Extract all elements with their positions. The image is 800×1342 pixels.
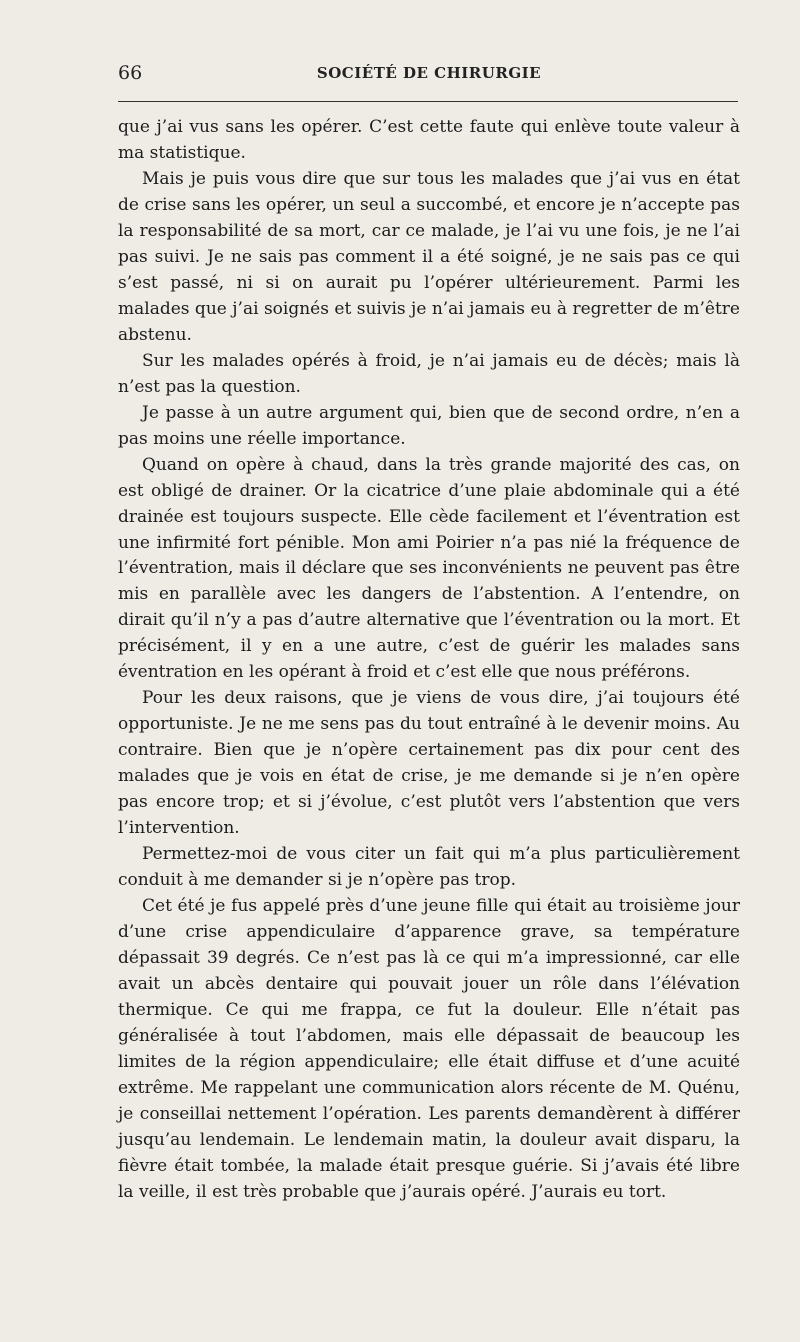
- paragraph: Je passe à un autre argument qui, bien que de second ordre, n’en a pas moins une réelle importance.: [118, 402, 740, 449]
- paragraph: que j’ai vus sans les opérer. C’est cette faute qui enlève toute valeur à ma statistique.: [118, 117, 740, 163]
- paragraph: Pour les deux raisons, que je viens de vous dire, j’ai toujours été opportuniste. Je ne me sens pas du tout entraîné à le devenir moins. Au contraire. Bien que je n’opère certainement pas dix pour cent des malades que je vois en état de crise, je me demande si je n’en opère pas encore trop; et si j’évolue, c’est plutôt vers l’abstention que vers l’intervention.: [118, 688, 740, 839]
- paragraph: Quand on opère à chaud, dans la très grande majorité des cas, on est obligé de drainer. Or la cicatrice d’une plaie abdominale qui a été drainée est toujours suspecte. Elle cède facilement et l’éventration est une infirmité fort pénible. Mon ami Poirier n’a pas nié la fréquence de l’éventration, mais il déclare que ses inconvénients ne peuvent pas être mis en parallèle avec les dangers de l’abstention. A l’entendre, on dirait qu’il n’y a pas d’autre alternative que l’éventration ou la mort. Et précisément, il y en a une autre, c’est de guérir les malades sans éventration en les opérant à froid et c’est elle que nous préférons.: [118, 454, 740, 683]
- header-rule: [118, 101, 738, 102]
- page-number: 66: [118, 62, 143, 84]
- page-header: [118, 62, 740, 90]
- paragraph: Permettez-moi de vous citer un fait qui m’a plus particulièrement conduit à me demander si je n’opère pas trop.: [118, 844, 740, 891]
- paragraph: Sur les malades opérés à froid, je n’ai jamais eu de décès; mais là n’est pas la question.: [118, 350, 740, 397]
- paragraph: Cet été je fus appelé près d’une jeune fille qui était au troisième jour d’une crise appendiculaire d’apparence grave, sa température dépassait 39 degrés. Ce n’est pas là ce qui m’a impressionné, car elle avait un abcès dentaire qui pouvait jouer un rôle dans l’élévation thermique. Ce qui me frappa, ce fut la douleur. Elle n’était pas généralisée à tout l’abdomen, mais elle dépassait de beaucoup les limites de la région appendiculaire; elle était diffuse et d’une acuité extrême. Me rappelant une communication alors récente de M. Quénu, je conseillai nettement l’opération. Les parents demandèrent à différer jusqu’au lendemain. Le lendemain matin, la douleur avait disparu, la fièvre était tombée, la malade était presque guérie. Si j’avais été libre la veille, il est très probable que j’aurais opéré. J’aurais eu tort.: [118, 896, 740, 1202]
- body-text: [118, 115, 740, 1206]
- running-title: SOCIÉTÉ DE CHIRURGIE: [316, 64, 542, 82]
- paragraph: Mais je puis vous dire que sur tous les malades que j’ai vus en état de crise sans les opérer, un seul a succombé, et encore je n’accepte pas la responsabilité de sa mort, car ce malade, je l’ai vu une fois, je ne l’ai pas suivi. Je ne sais pas comment il a été soigné, je ne sais pas ce qui s’est passé, ni si on aurait pu l’opérer ultérieurement. Parmi les malades que j’ai soignés et suivis je n’ai jamais eu à regretter de m’être abstenu.: [118, 168, 740, 345]
